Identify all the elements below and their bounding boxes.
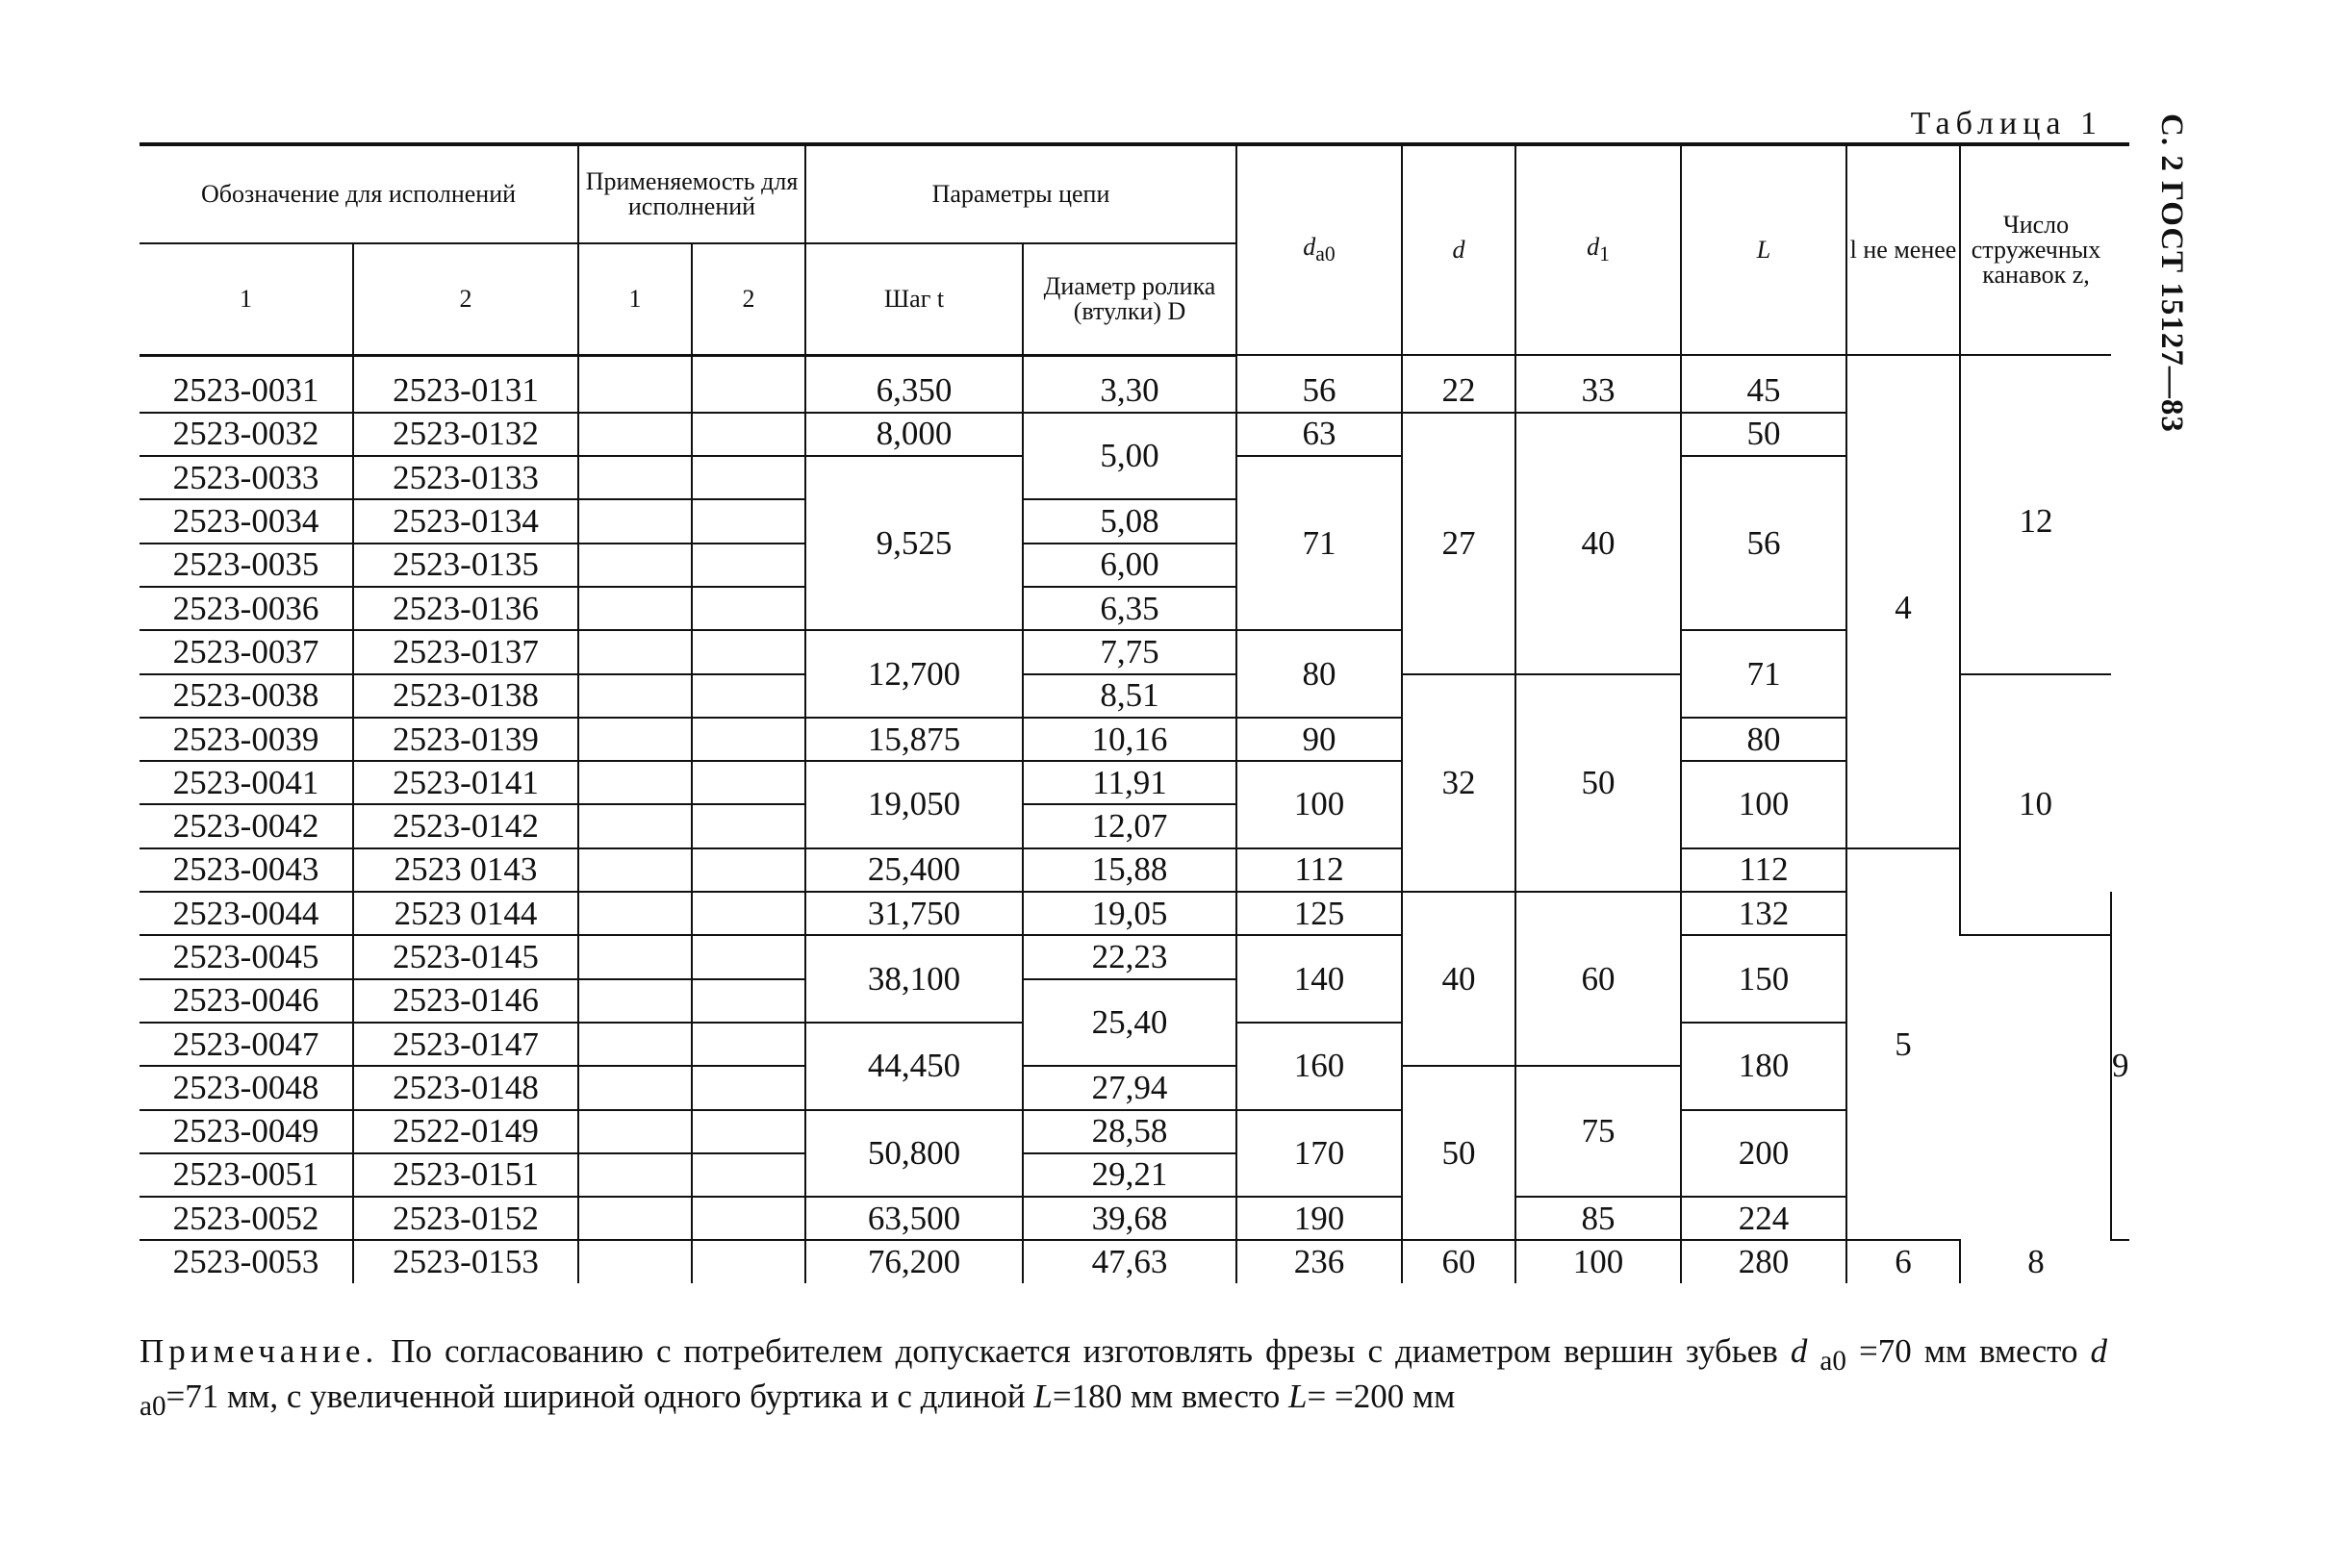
designation-2-cell: 2523-0141: [353, 761, 578, 804]
designation-2-cell: 2523-0132: [353, 413, 578, 456]
applicability-2-cell: [692, 499, 805, 543]
da0-cell: 71: [1236, 456, 1402, 630]
designation-2-cell: 2523-0134: [353, 499, 578, 543]
applicability-2-cell: [692, 413, 805, 456]
applicability-2-cell: [692, 1066, 805, 1109]
applicability-1-cell: [578, 1197, 692, 1240]
applicability-1-cell: [578, 718, 692, 761]
da0-cell: 125: [1236, 892, 1402, 935]
roller-d-cell: 7,75: [1023, 630, 1236, 673]
designation-1-cell: 2523-0043: [140, 848, 353, 892]
L-cell: 112: [1681, 848, 1846, 892]
roller-d-cell: 8,51: [1023, 674, 1236, 718]
applicability-1-cell: [578, 1110, 692, 1153]
z-cell: 9: [2111, 892, 2129, 1240]
roller-d-cell: 11,91: [1023, 761, 1236, 804]
table-row: [140, 718, 2129, 761]
da0-cell: 190: [1236, 1197, 1402, 1240]
da0-cell: 80: [1236, 630, 1402, 718]
designation-1-cell: 2523-0051: [140, 1153, 353, 1197]
applicability-1-cell: [578, 1153, 692, 1197]
pitch-cell: 31,750: [805, 892, 1023, 935]
pitch-cell: 8,000: [805, 413, 1023, 456]
pitch-cell: 38,100: [805, 935, 1023, 1023]
d1-cell: 85: [1515, 1197, 1681, 1240]
header-d: d: [1402, 144, 1515, 355]
applicability-1-cell: [578, 674, 692, 718]
l-min-cell: 5: [1846, 848, 1960, 1241]
roller-d-cell: 6,35: [1023, 587, 1236, 630]
table-row: [140, 413, 2129, 456]
applicability-1-cell: [578, 935, 692, 978]
z-cell: 12: [1960, 355, 2111, 674]
table-row: [140, 1110, 2129, 1153]
l-min-cell: 4: [1846, 355, 1960, 848]
applicability-1-cell: [578, 979, 692, 1023]
applicability-2-cell: [692, 804, 805, 847]
applicability-1-cell: [578, 761, 692, 804]
applicability-2-cell: [692, 1110, 805, 1153]
roller-d-cell: 12,07: [1023, 804, 1236, 847]
note-text: По согласованию с потребителем допускается изготовлять фрезы с диаметром вершин зубьев: [378, 1332, 1791, 1370]
designation-2-cell: 2523-0142: [353, 804, 578, 847]
designation-1-cell: 2523-0035: [140, 544, 353, 587]
designation-2-cell: 2523-0131: [353, 355, 578, 413]
designation-1-cell: 2523-0037: [140, 630, 353, 673]
designation-1-cell: 2523-0044: [140, 892, 353, 935]
roller-d-cell: 39,68: [1023, 1197, 1236, 1240]
pitch-cell: 63,500: [805, 1197, 1023, 1240]
designation-1-cell: 2523-0042: [140, 804, 353, 847]
designation-2-cell: 2523-0138: [353, 674, 578, 718]
designation-1-cell: 2523-0047: [140, 1023, 353, 1066]
L-cell: 71: [1681, 630, 1846, 718]
l-min-cell: 6: [1846, 1240, 1960, 1282]
data-table: [140, 142, 2129, 1283]
designation-1-cell: 2523-0036: [140, 587, 353, 630]
applicability-2-cell: [692, 456, 805, 499]
applicability-1-cell: [578, 892, 692, 935]
applicability-2-cell: [692, 587, 805, 630]
designation-1-cell: 2523-0045: [140, 935, 353, 978]
d-cell: 40: [1402, 892, 1515, 1066]
da0-cell: 90: [1236, 718, 1402, 761]
designation-2-cell: 2523-0136: [353, 587, 578, 630]
L-cell: 150: [1681, 935, 1846, 1023]
table-row: [140, 1240, 2129, 1282]
header-pitch: Шаг t: [805, 243, 1023, 355]
header-applicability-1: 1: [578, 243, 692, 355]
table-caption: Таблица 1: [1910, 106, 2102, 141]
applicability-2-cell: [692, 892, 805, 935]
designation-1-cell: 2523-0039: [140, 718, 353, 761]
pitch-cell: 6,350: [805, 355, 1023, 413]
designation-1-cell: 2523-0038: [140, 674, 353, 718]
header-applicability-2: 2: [692, 243, 805, 355]
designation-2-cell: 2523-0137: [353, 630, 578, 673]
applicability-2-cell: [692, 1153, 805, 1197]
applicability-1-cell: [578, 804, 692, 847]
designation-2-cell: 2522-0149: [353, 1110, 578, 1153]
da0-cell: 112: [1236, 848, 1402, 892]
d1-cell: 100: [1515, 1240, 1681, 1282]
designation-2-cell: 2523-0152: [353, 1197, 578, 1240]
table-row: [140, 761, 2129, 804]
applicability-1-cell: [578, 456, 692, 499]
applicability-2-cell: [692, 718, 805, 761]
header-d1: $d_1$: [1515, 144, 1681, 355]
da0-cell: 140: [1236, 935, 1402, 1023]
designation-2-cell: 2523-0147: [353, 1023, 578, 1066]
da0-cell: 100: [1236, 761, 1402, 848]
pitch-cell: 19,050: [805, 761, 1023, 848]
roller-d-cell: 22,23: [1023, 935, 1236, 978]
da0-cell: 236: [1236, 1240, 1402, 1282]
table-note: Примечание. По согласованию с потребителем допускается изготовлять фрезы с диаметром вершин зубьев d $_{а0}$ =70 мм вместо d $_{а0}$=71 мм, с увеличенной шириной одного буртика и с длиной L=180 мм вместо L= =200 мм: [140, 1332, 2108, 1422]
table-row: [140, 1197, 2129, 1240]
designation-2-cell: 2523-0145: [353, 935, 578, 978]
z-cell: 8: [1960, 1240, 2111, 1282]
roller-d-cell: 5,00: [1023, 413, 1236, 500]
L-cell: 200: [1681, 1110, 1846, 1198]
designation-1-cell: 2523-0052: [140, 1197, 353, 1240]
pitch-cell: 50,800: [805, 1110, 1023, 1198]
pitch-cell: 15,875: [805, 718, 1023, 761]
header-chain-params: Параметры цепи: [805, 144, 1236, 243]
designation-1-cell: 2523-0053: [172, 1243, 319, 1281]
L-cell: 45: [1681, 355, 1846, 413]
d-cell: 27: [1402, 413, 1515, 674]
pitch-cell: 76,200: [805, 1240, 1023, 1282]
designation-2-cell: 2523-0133: [353, 456, 578, 499]
header-z: Число стружечных канавок z,: [1960, 144, 2111, 355]
L-cell: 100: [1681, 761, 1846, 848]
roller-d-cell: 5,08: [1023, 499, 1236, 543]
L-cell: 180: [1681, 1023, 1846, 1110]
header-applicability: Применяемость для исполнений: [578, 144, 805, 243]
applicability-2-cell: [692, 355, 805, 413]
table-row: [140, 355, 2129, 413]
d1-cell: 75: [1515, 1066, 1681, 1197]
designation-1-cell: 2523-0048: [140, 1066, 353, 1109]
note-lead: Примечание.: [140, 1332, 379, 1370]
designation-1-cell: 2523-0033: [140, 456, 353, 499]
L-cell: 80: [1681, 718, 1846, 761]
L-cell: 132: [1681, 892, 1846, 935]
designation-1-cell: 2523-0031: [140, 355, 353, 413]
applicability-2-cell: [692, 674, 805, 718]
header-roller-diameter: Диаметр ролика (втулки) D: [1023, 243, 1236, 355]
applicability-1-cell: [578, 587, 692, 630]
designation-1-cell: 2523-0041: [140, 761, 353, 804]
designation-1-cell: 2523-0032: [140, 413, 353, 456]
da0-cell: 56: [1236, 355, 1402, 413]
applicability-1-cell: [578, 1023, 692, 1066]
header-l-min: l не менее: [1846, 144, 1960, 355]
da0-cell: 170: [1236, 1110, 1402, 1198]
designation-2-cell: 2523 0143: [353, 848, 578, 892]
applicability-1-cell: [578, 1240, 692, 1282]
side-running-header: С. 2 ГОСТ 15127—83: [2154, 114, 2189, 433]
d1-cell: 33: [1515, 355, 1681, 413]
designation-1-cell: 2523-0049: [140, 1110, 353, 1153]
pitch-cell: 25,400: [805, 848, 1023, 892]
header-designation-1: 1: [140, 243, 353, 355]
d1-cell: 60: [1515, 892, 1681, 1066]
applicability-2-cell: [692, 1240, 805, 1282]
designation-2-cell: 2523-0151: [353, 1153, 578, 1197]
roller-d-cell: 25,40: [1023, 979, 1236, 1067]
applicability-1-cell: [578, 355, 692, 413]
roller-d-cell: 47,63: [1023, 1240, 1236, 1282]
applicability-2-cell: [692, 1023, 805, 1066]
d1-cell: 50: [1515, 674, 1681, 892]
pitch-cell: 9,525: [805, 456, 1023, 630]
roller-d-cell: 28,58: [1023, 1110, 1236, 1153]
roller-d-cell: 6,00: [1023, 544, 1236, 587]
d-cell: 32: [1402, 674, 1515, 892]
d-cell: 60: [1402, 1240, 1515, 1282]
L-cell: 56: [1681, 456, 1846, 630]
da0-cell: 160: [1236, 1023, 1402, 1110]
designation-2-cell: 2523-0146: [353, 979, 578, 1023]
L-cell: 50: [1681, 413, 1846, 456]
applicability-1-cell: [578, 544, 692, 587]
applicability-2-cell: [692, 979, 805, 1023]
header-da0: $d_{а0}$: [1236, 144, 1402, 355]
designation-2-cell: 2523-0135: [353, 544, 578, 587]
table-row: [140, 935, 2129, 978]
designation-2-cell: 2523-0139: [353, 718, 578, 761]
header-designation: Обозначение для исполнений: [140, 144, 578, 243]
header-L: L: [1681, 144, 1846, 355]
applicability-1-cell: [578, 413, 692, 456]
applicability-1-cell: [578, 1066, 692, 1109]
applicability-2-cell: [692, 544, 805, 587]
designation-2-cell: 2523-0153: [353, 1240, 578, 1282]
da0-cell: 63: [1236, 413, 1402, 456]
designation-1-cell: 2523-0046: [140, 979, 353, 1023]
roller-d-cell: 27,94: [1023, 1066, 1236, 1109]
applicability-2-cell: [692, 630, 805, 673]
roller-d-cell: 29,21: [1023, 1153, 1236, 1197]
applicability-2-cell: [692, 848, 805, 892]
applicability-1-cell: [578, 848, 692, 892]
applicability-2-cell: [692, 761, 805, 804]
table-row: [140, 848, 2129, 892]
roller-d-cell: 19,05: [1023, 892, 1236, 935]
applicability-2-cell: [692, 1197, 805, 1240]
L-cell: 224: [1681, 1197, 1846, 1240]
roller-d-cell: 10,16: [1023, 718, 1236, 761]
pitch-cell: 44,450: [805, 1023, 1023, 1110]
d-cell: 50: [1402, 1066, 1515, 1240]
table-row: [140, 630, 2129, 673]
roller-d-cell: 15,88: [1023, 848, 1236, 892]
applicability-1-cell: [578, 630, 692, 673]
d-cell: 22: [1402, 355, 1515, 413]
applicability-2-cell: [692, 935, 805, 978]
pitch-cell: 12,700: [805, 630, 1023, 718]
roller-d-cell: 3,30: [1023, 355, 1236, 413]
table-row: [140, 892, 2129, 935]
L-cell: 280: [1681, 1240, 1846, 1282]
header-designation-2: 2: [353, 243, 578, 355]
designation-2-cell: 2523-0148: [353, 1066, 578, 1109]
designation-1-cell: 2523-0034: [140, 499, 353, 543]
designation-2-cell: 2523 0144: [353, 892, 578, 935]
applicability-1-cell: [578, 499, 692, 543]
z-cell: 10: [1960, 674, 2111, 936]
d1-cell: 40: [1515, 413, 1681, 674]
